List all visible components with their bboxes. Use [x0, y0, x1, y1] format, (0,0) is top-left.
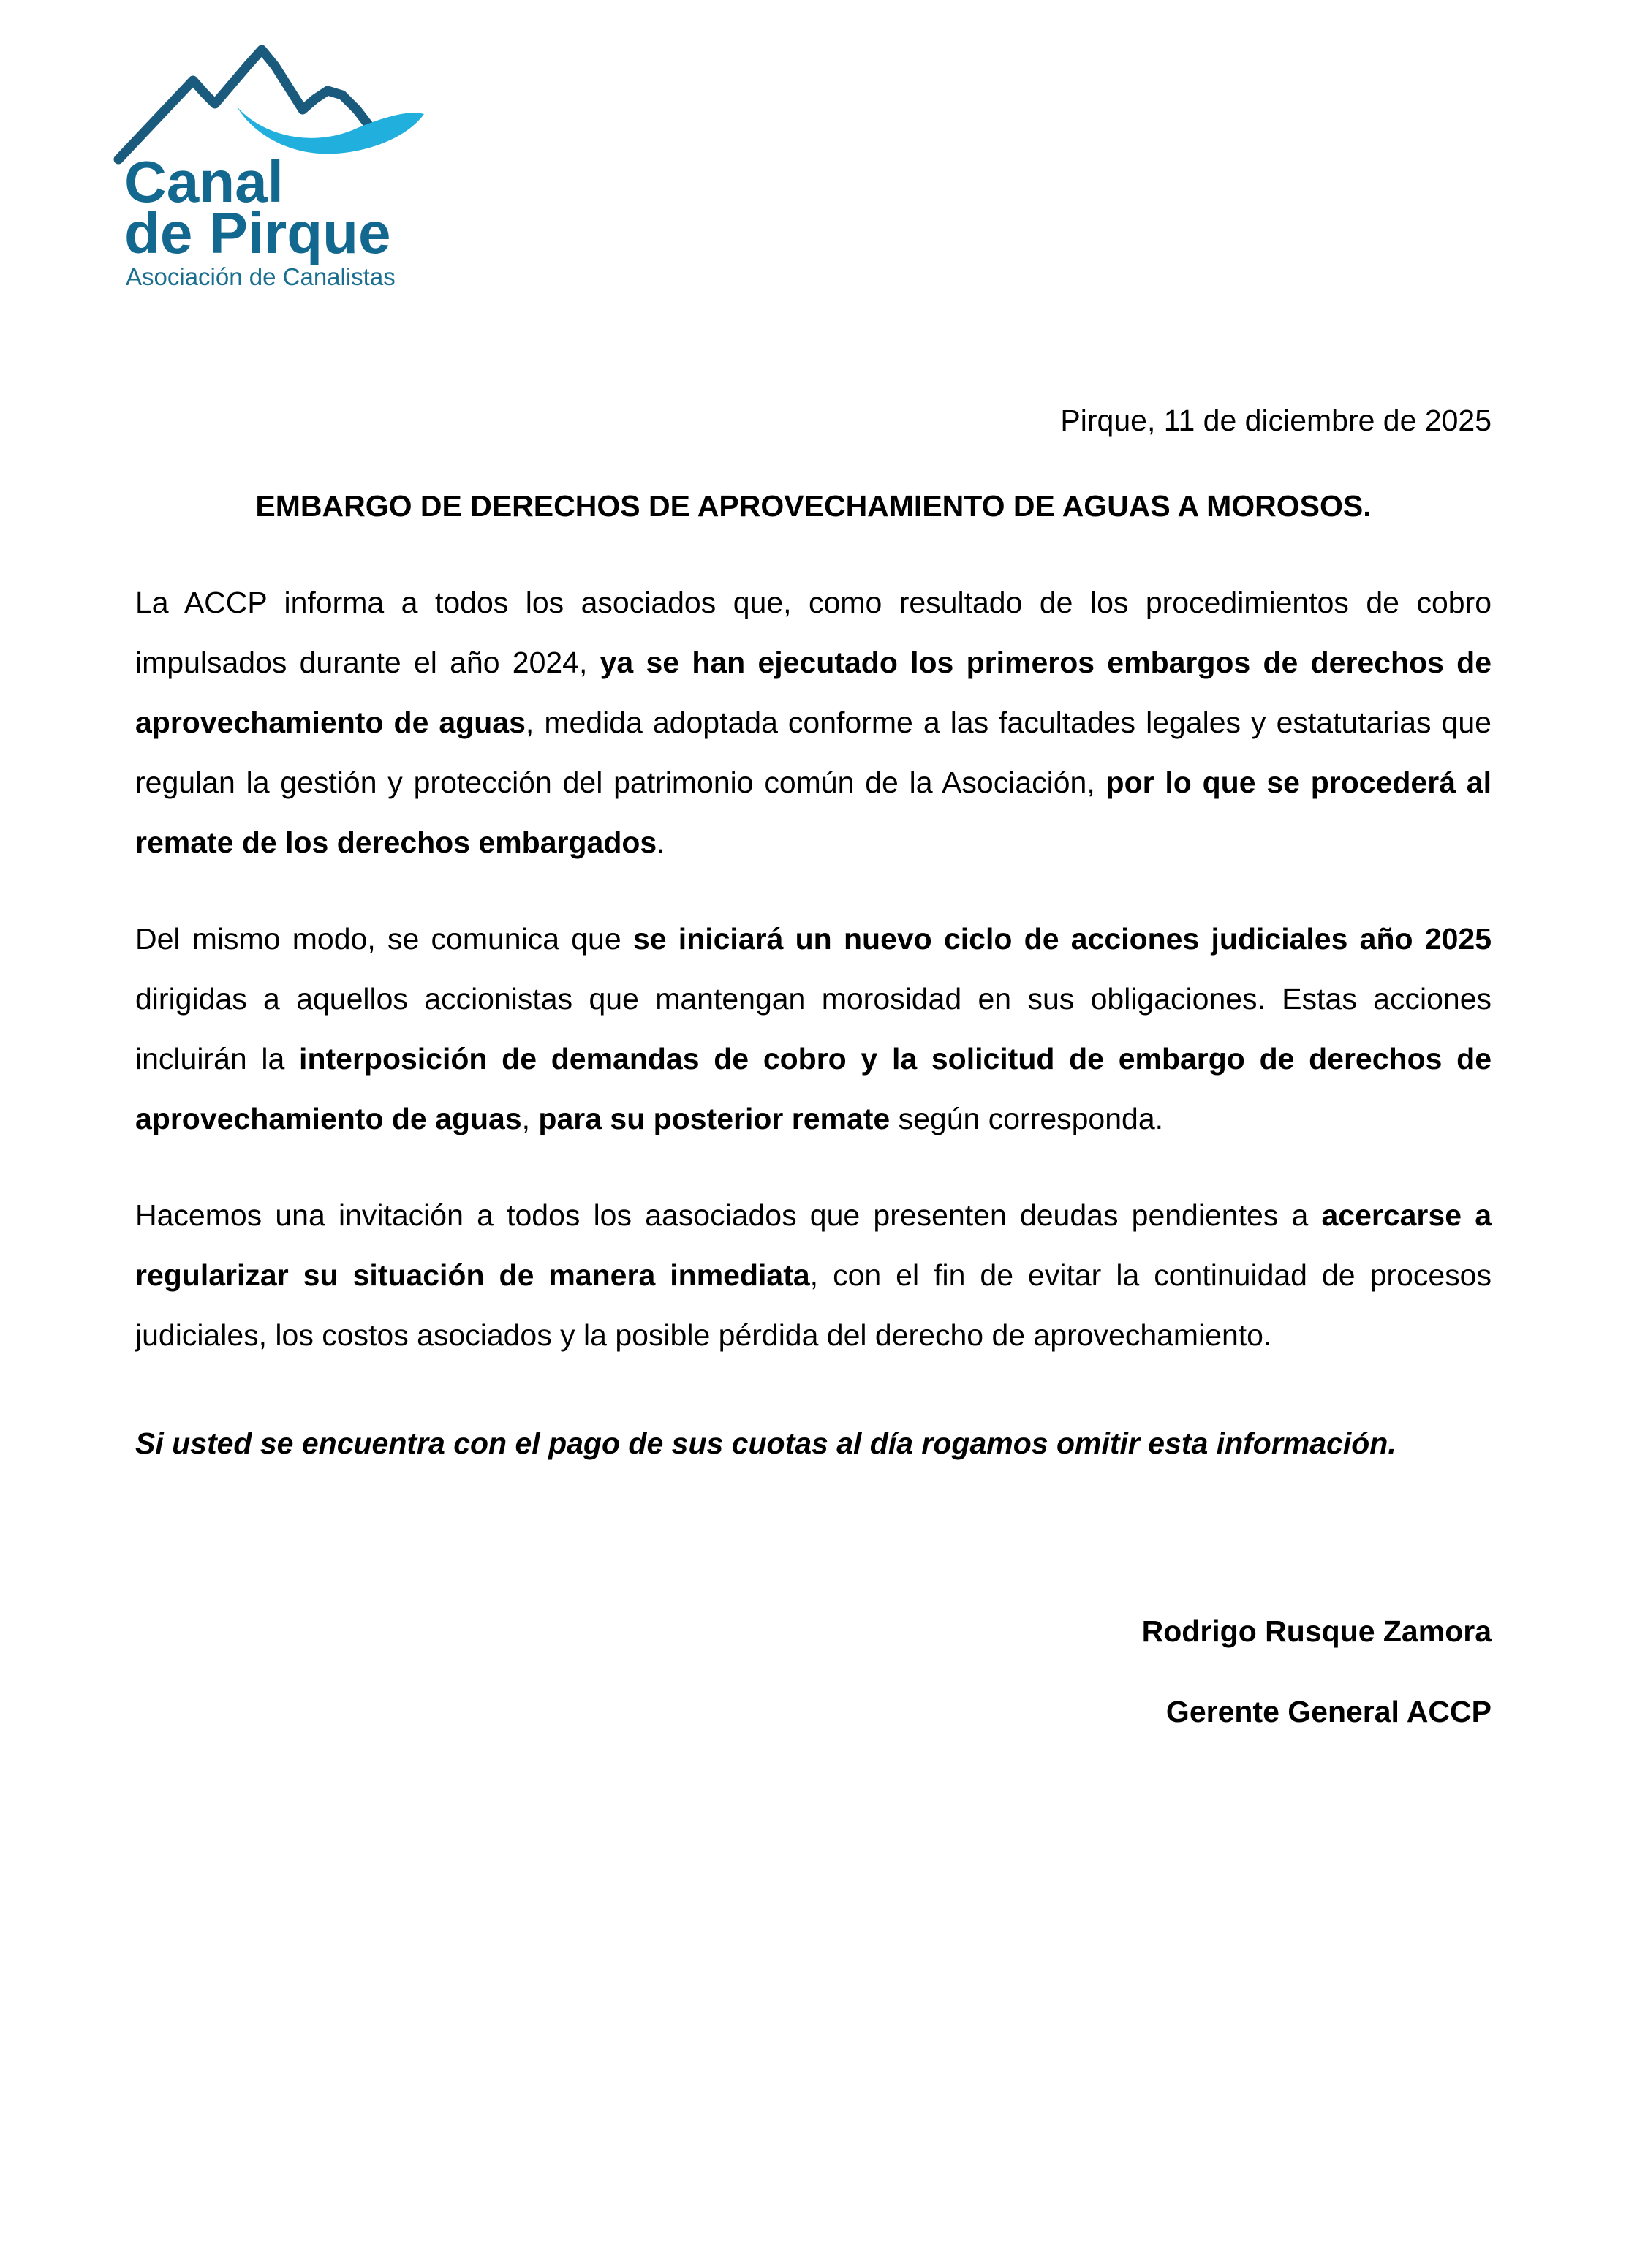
p1-bold-2: por lo que se procederá al remate de los derechos embargados [135, 766, 1492, 860]
document-body [135, 0, 1492, 1742]
p2-segment-1: Del mismo modo, se comunica que [135, 922, 633, 956]
p3-segment-1: Hacemos una invitación a todos los aasociados que presenten deudas pendientes a [135, 1198, 1322, 1233]
p3-bold-1: acercarse a regularizar su situación de manera inmediata [135, 1198, 1492, 1293]
date-line: Pirque, 11 de diciembre de 2025 [1060, 404, 1492, 437]
p2-segment-4: según corresponda. [890, 1102, 1164, 1136]
p3-segment-2: , con el fin de evitar la continuidad de procesos judiciales, los costos asociados y la posible pérdida del derecho de aprovechamiento. [135, 1258, 1492, 1353]
signatory-name: Rodrigo Rusque Zamora [1141, 1614, 1492, 1649]
signature-block [135, 1601, 1492, 1742]
closing-note: Si usted se encuentra con el pago de sus cuotas al día rogamos omitir esta información. [135, 1426, 1396, 1461]
paragraph-1 [135, 572, 1492, 872]
p1-segment-3: . [657, 825, 665, 860]
p2-bold-3: para su posterior remate [538, 1102, 891, 1136]
p2-bold-2: interposición de demandas de cobro y la solicitud de embargo de derechos de aprovechamiento de aguas [135, 1042, 1492, 1136]
logo-brand-line2: de Pirque [124, 200, 391, 265]
p1-segment-2: , medida adoptada conforme a las facultades legales y estatutarias que regulan la gestión y protección del patrimonio común de la Asociación, [135, 706, 1492, 800]
logo-tagline: Asociación de Canalistas [126, 263, 396, 290]
p2-bold-1: se iniciará un nuevo ciclo de acciones judiciales año 2025 [632, 922, 1492, 956]
p2-segment-2: dirigidas a aquellos accionistas que mantengan morosidad en sus obligaciones. Estas acciones incluirán la [135, 982, 1492, 1076]
p2-segment-3: , [521, 1102, 539, 1136]
signatory-role: Gerente General ACCP [1165, 1695, 1492, 1729]
document-title: EMBARGO DE DERECHOS DE APROVECHAMIENTO DE AGUAS A MOROSOS. [255, 489, 1372, 523]
p1-segment-1: La ACCP informa a todos los asociados que, como resultado de los procedimientos de cobro impulsados durante el año 2024, [135, 586, 1492, 680]
p1-bold-1: ya se han ejecutado los primeros embargos de derechos de aprovechamiento de aguas [135, 646, 1492, 740]
paragraph-2 [135, 909, 1492, 1149]
paragraph-3 [135, 1185, 1492, 1365]
logo-brand-line1: Canal [124, 149, 284, 214]
